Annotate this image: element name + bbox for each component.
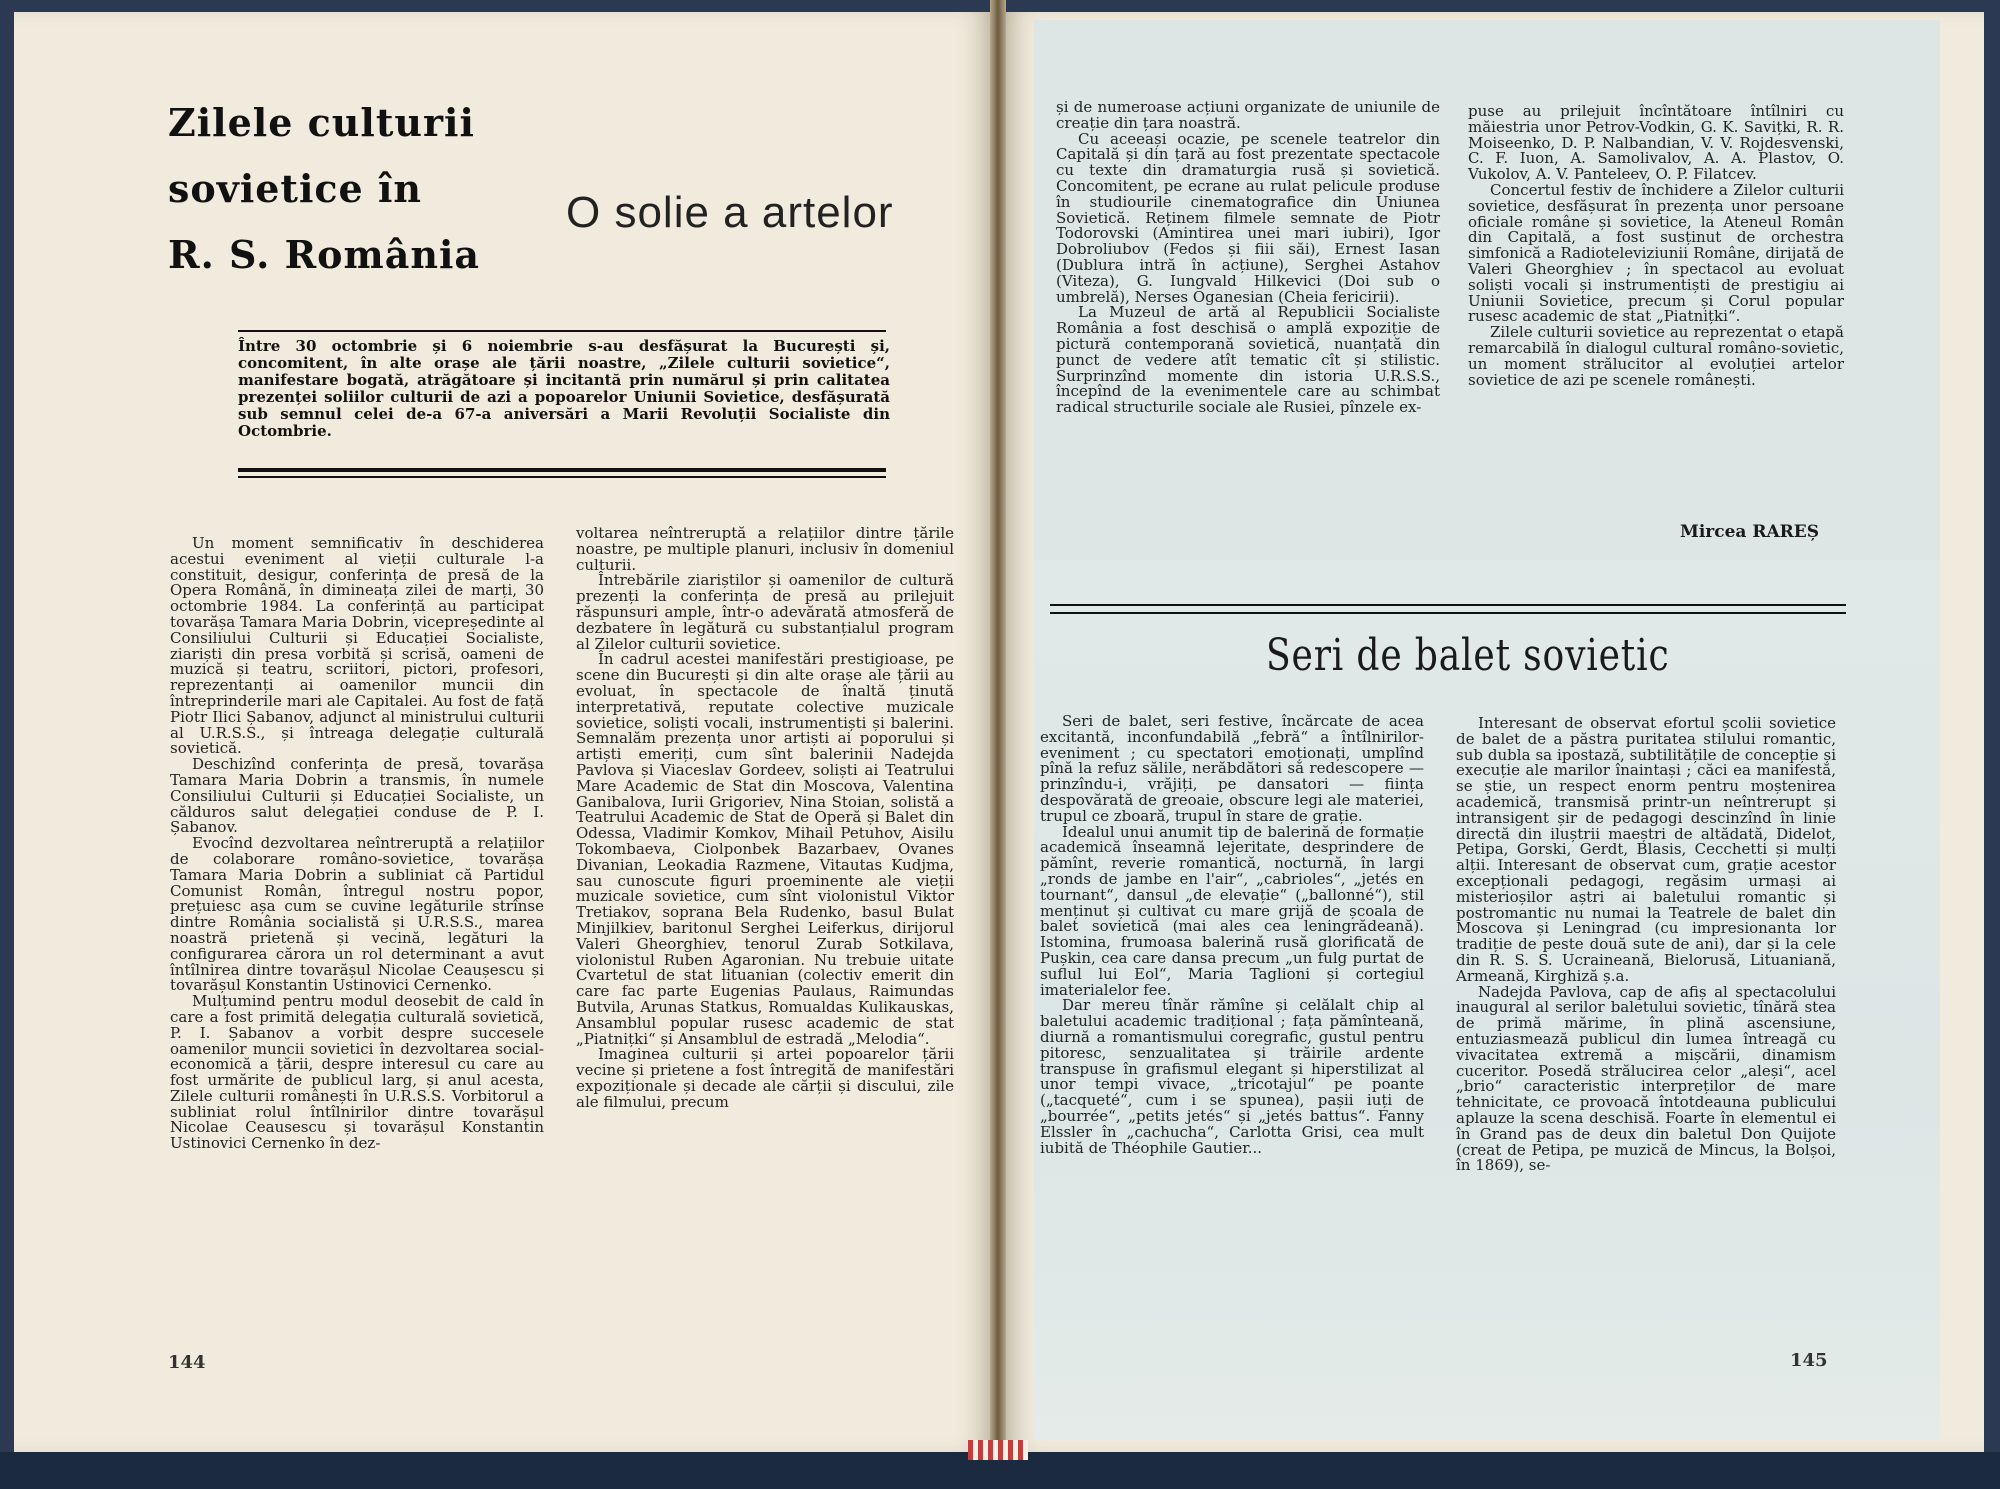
paragraph: Evocînd dezvoltarea neîntreruptă a relațiilor de colaborare româno-sovietice, tovarășa Tamara Maria Dobrin a subliniat că Partidul Comunist Român, întregul nostru popor, prețuiesc așa cum se cuvine legăturile strînse dintre România socialistă și U.R.S.S., marea noastră prietenă și vecină, legături la configurarea cărora un rol determinant a avut întîlnirea dintre tovarășul Nicolae Ceaușescu și tovarășul Konstantin Ustinovici Cernenko. [170, 834, 544, 995]
right-column-2 [1468, 104, 1844, 388]
page-number: 144 [168, 1352, 206, 1373]
paragraph: Seri de balet, seri festive, încărcate de acea excitantă, inconfundabilă „febră“ a întîlnirilor-eveniment ; cu spectatori emoționați, umplînd pînă la refuz sălile, nerăbdători să redescopere — prinzîndu-i, vrăjiți, pe dansatori — ființa despovărată de greoaie, obscure legi ale materiei, trupul ce zboară, trupul în stare de grație. [1040, 712, 1424, 825]
author-byline: Mircea RAREȘ [1680, 522, 1820, 542]
right-column-3 [1040, 714, 1424, 1156]
article-lead: Între 30 octombrie și 6 noiembrie s-au desfășurat la București și, concomitent, în alte orașe ale țării noastre, „Zilele culturii sovietice“, manifestare bogată, atrăgătoare și incitantă prin numărul și prin calitatea prezenței soliilor culturii de azi a popoarelor Uniunii Sovietice, desfășurată sub semnul celei de-a 67-a aniversări a Marii Revoluții Socialiste din Octombrie. [238, 337, 890, 440]
paragraph: Idealul unui anumit tip de balerină de formație academică înseamnă lejeritate, desprindere de pămînt, reverie romantică, nocturnă, în largi „ronds de jambe en l'air“, „cabrioles“, „jetés en tournant“, dansul „de elevație“ („ballonné“), stil menținut și cultivat cu mare grijă de școala de balet sovietică (mai ales cea leningrădeană). Istomina, frumoasa balerină rusă glorificată de Pușkin, cea care dansa precum „un fulg purtat de suflul lui Eol“, Maria Taglioni și cortegiul imaterialelor fee. [1040, 822, 1424, 999]
article-title: O solie a artelor [566, 188, 894, 237]
section-rule-2 [1050, 612, 1846, 614]
paragraph: Zilele culturii sovietice au reprezentat o etapă remarcabilă în dialogul cultural româno-sovietic, un moment strălucitor al evoluției artelor sovietice de azi pe scenele românești. [1468, 323, 1844, 389]
right-column-1 [1056, 100, 1440, 416]
paragraph: Nadejda Pavlova, cap de afiș al spectacolului inaugural al serilor baletului sovietic, tînără stea de primă mărime, în plină ascensiune, entuziasmează publicul din lumea întreagă cu vivacitatea extremă a mișcării, dinamism cuceritor. Posedă strălucirea celor „aleși“, acel „brio“ caracteristic interpreților de mare tehnicitate, ce provoacă întotdeauna publicului aplauze la scena deschisă. Foarte în elementul ei în Grand pas de deux din baletul Don Quijote (creat de Petipa, pe muzică de Mincus, la Bolșoi, în 1869), se- [1456, 982, 1836, 1175]
paragraph: La Muzeul de artă al Republicii Socialiste România a fost deschisă o amplă expoziție de pictură contemporană sovietică, nuanțată din punct de vedere atît tematic cît și stilistic. Surprinzînd momente din istoria U.R.S.S., începînd de la evenimentele care au schimbat radical structurile sociale ale Rusiei, pînzele ex- [1056, 303, 1440, 417]
paragraph: Dar mereu tînăr rămîne și celălalt chip al baletului academic tradițional ; fața pămînteană, diurnă a romantismului coregrafic, gustul pentru pitoresc, senzualitatea și trăirile ardente transpuse în grafismul elegant și hiperstilizat al unor tempi vivace, „tricotajul“ pe poante („tacqueté“, cum i se spunea), pașii iuți de „bourrée“, „petits jetés“ și „jetés battus“. Fanny Elssler în „cachucha“, Carlotta Grisi, cea mult iubită de Théophile Gautier... [1040, 996, 1424, 1157]
page-number: 145 [1790, 1350, 1828, 1371]
paragraph: puse au prilejuit încîntătoare întîlniri cu măiestria unor Petrov-Vodkin, G. K. Savițki, R. R. Moiseenko, D. P. Nalbandian, V. V. Rojdesvenski, C. F. Iuon, A. Samolivalov, A. A. Plastov, O. Vukolov, A. V. Panteleev, O. P. Filatcev. [1468, 102, 1844, 184]
paragraph: și de numeroase acțiuni organizate de uniunile de creație din țara noastră. [1056, 98, 1440, 132]
paragraph: Deschizînd conferința de presă, tovarășa Tamara Maria Dobrin a transmis, în numele Consiliului Culturii și Educației Socialiste, un călduros salut delegației conduse de P. I. Șabanov. [170, 755, 544, 837]
paragraph: Concertul festiv de închidere a Zilelor culturii sovietice, desfășurat în prezența unor persoane oficiale române și sovietice, la Ateneul Român din Capitală, a fost susținut de orchestra simfonică a Radioteleviziunii Române, dirijată de Valeri Gheorghiev ; în spectacol au evoluat soliști vocali și instrumentiști de prestigiu ai Uniunii Sovietice, precum și Corul popular rusesc academic de stat „Piatnițki“. [1468, 180, 1844, 326]
left-column-1 [170, 536, 544, 1152]
left-column-2 [576, 526, 954, 1110]
paragraph: Întrebările ziariștilor și oamenilor de cultură prezenți la conferința de presă au prilejuit răspunsuri ample, într-o adevărată atmosferă de dezbatere în legătură cu substanțialul program al Zilelor culturii sovietice. [576, 571, 954, 653]
lead-bottom-rule [238, 468, 886, 472]
paragraph: Interesant de observat efortul școlii sovietice de balet de a păstra puritatea stilului romantic, sub dubla sa ipostază, subtilitățile de concepție și execuție ale marilor înaintași ; căci ea manifestă, se știe, un respect enorm pentru moștenirea academică, transmisă printr-un neîntrerupt și intransigent șir de pedagogi descinzînd în linie directă din iluștrii maeștri de altădată, Didelot, Petipa, Gorski, Gerdt, Blasis, Cecchetti și mulți alții. Interesant de observat cum, grație acestor excepționali pedagogi, regăsim urmași ai misterioșilor aștri ai baletului romantic și postromantic nu numai la Teatrele de balet din Moscova și Leningrad (cu impresionanta lor tradiție de peste două sute de ani), dar și la cele din R. S. S. Ucraineană, Bielorusă, Lituaniană, Armeană, Kirghiză ș.a. [1456, 714, 1836, 985]
book-gutter [990, 0, 1006, 1489]
paragraph: Un moment semnificativ în deschiderea acestui eveniment al vieții culturale l-a constituit, desigur, conferința de presă de la Opera Română, în dimineața zilei de marți, 30 octombrie 1984. La conferință au participat tovarășa Tamara Maria Dobrin, vicepreședinte al Consiliului Culturii și Educației Socialiste, ziariști din presa vorbită și scrisă, oameni de muzică și teatru, scriitori, pictori, profesori, reprezentanți ai oamenilor muncii din întreprinderile mari ale Capitalei. Au fost de față Piotr Ilici Șabanov, adjunct al ministrului culturii al U.R.S.S., și întreaga delegație culturală sovietică. [170, 534, 544, 758]
masthead-line: R. S. România [168, 232, 481, 277]
masthead-line: Zilele culturii [168, 100, 475, 145]
paragraph: Imaginea culturii și artei popoarelor țării vecine și prietene a fost întregită de manifestări expoziționale și decade ale cărții și discului, zile ale filmului, precum [576, 1045, 954, 1111]
paragraph: Mulțumind pentru modul deosebit de cald în care a fost primită delegația culturală sovietică, P. I. Șabanov a vorbit despre succesele oamenilor muncii sovietici în dezvoltarea social-economică a țării, despre interesul cu care au fost urmărite de publicul larg, și anul acesta, Zilele culturii românești în U.R.S.S. Vorbitorul a subliniat rolul întîlnirilor dintre tovarășul Nicolae Ceausescu și tovarășul Konstantin Ustinovici Cernenko în dez- [170, 992, 544, 1153]
masthead-line: sovietice în [168, 166, 423, 211]
section-rule [1050, 604, 1846, 606]
paragraph: voltarea neîntreruptă a relațiilor dintre țările noastre, pe multiple planuri, inclusiv în domeniul culturii. [576, 524, 954, 574]
section-masthead [168, 90, 488, 288]
bookmark-ribbon [968, 1440, 1028, 1460]
second-article-title: Seri de balet sovietic [1266, 630, 1670, 681]
lead-top-rule [238, 330, 886, 332]
paragraph: Cu aceeași ocazie, pe scenele teatrelor din Capitală și din țară au fost prezentate spectacole cu texte din dramaturgia rusă și sovietică. Concomitent, pe ecrane au rulat pelicule produse în studiourile cinematografice din Uniunea Sovietică. Reținem filmele semnate de Piotr Todorovski (Amintirea unei mari iubiri), Igor Dobroliubov (Fedos și fiii săi), Ernest Iasan (Dublura intră în acțiune), Serghei Astahov (Viteza), G. Iungvald Hilkevici (Doi sub o umbrelă), Nerses Oganesian (Cheia fericirii). [1056, 129, 1440, 306]
right-column-4 [1456, 716, 1836, 1174]
paragraph: În cadrul acestei manifestări prestigioase, pe scene din București și din alte orașe ale țării au evoluat, în spectacole de înaltă ținută interpretativă, reputate colective muzicale sovietice, soliști vocali, instrumentiști și balerini. Semnalăm prezența unor artiști ai poporului și artiști emeriți, cum sînt balerinii Nadejda Pavlova și Viaceslav Gordeev, soliști ai Teatrului Mare Academic de Stat din Moscova, Valentina Ganibalova, Iurii Grigoriev, Nina Stoian, solistă a Teatrului Academic de Stat de Operă și Balet din Odessa, Vladimir Komkov, Mihail Petuhov, Aisilu Tokombaeva, Ciolponbek Bazarbaev, Ovanes Divanian, Leokadia Razmene, Vitautas Kudjma, sau cunoscute figuri proeminente ale vieții muzicale sovietice, cum sînt violonistul Viktor Tretiakov, soprana Bela Rudenko, basul Bulat Minjilkiev, baritonul Serghei Leiferkus, dirijorul Valeri Gheorghiev, tenorul Zurab Sotkilava, violonistul Ruben Agaronian. Nu trebuie uitate Cvartetul de stat lituanian (colectiv emerit din care fac parte Eugenias Paulaus, Raimundas Butvila, Arunas Statkus, Romualdas Kulikauskas, Ansamblul popular rusesc academic de stat „Piatnițki“ și Ansamblul de estradă „Melodia“. [576, 650, 954, 1048]
lead-bottom-rule-thin [238, 476, 886, 478]
